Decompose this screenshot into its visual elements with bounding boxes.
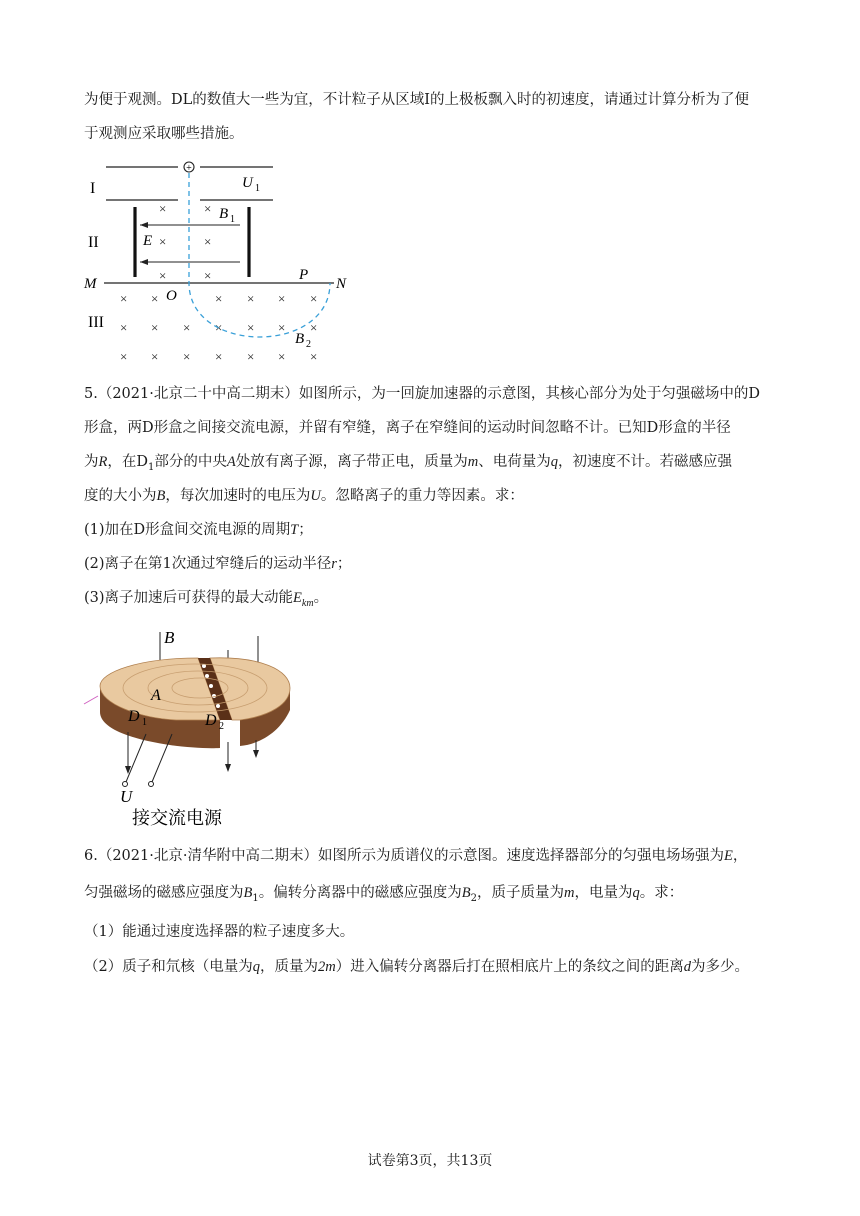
svg-text:×: × — [183, 349, 191, 364]
svg-text:×: × — [159, 201, 167, 216]
svg-text:×: × — [278, 291, 286, 306]
voltage-u-label: U — [120, 787, 133, 806]
svg-text:×: × — [120, 349, 128, 364]
svg-text:×: × — [310, 291, 318, 306]
region-1-label: I — [90, 180, 96, 197]
d1-label: D — [128, 708, 140, 725]
svg-text:×: × — [215, 291, 223, 306]
point-n-label: N — [336, 276, 347, 292]
q5-line-2: 形盒，两D形盒之间接交流电源，并留有窄缝，离子在窄缝间的运动时间忽略不计。已知D形盒的半径 — [84, 420, 731, 436]
svg-text:×: × — [183, 320, 191, 335]
svg-text:×: × — [215, 320, 223, 335]
q5-subquestion-2: (2)离子在第1次通过窄缝后的运动半径r； — [84, 556, 352, 572]
svg-text:×: × — [159, 234, 167, 249]
svg-text:×: × — [151, 320, 159, 335]
q5-subquestion-3: (3)离子加速后可获得的最大动能$E_{km}$。 — [84, 590, 329, 609]
particle-trajectory — [189, 173, 330, 337]
q6-line-2: 匀强磁场的磁感应强度为$B_1$。偏转分离器中的磁感应强度为$B_2$，质子质量为m，电量为q。求： — [84, 885, 684, 904]
cyclotron-figure — [80, 622, 310, 832]
b1-subscript: 1 — [230, 214, 235, 225]
d2-label: D — [205, 712, 217, 729]
q5-line-4: 度的大小为B，每次加速时的电压为U。忽略离子的重力等因素。求： — [84, 488, 524, 504]
svg-text:×: × — [120, 291, 128, 306]
d1-subscript: 1 — [142, 717, 147, 728]
svg-text:×: × — [310, 349, 318, 364]
svg-text:×: × — [159, 268, 167, 283]
region-3-label: III — [88, 314, 104, 331]
svg-text:×: × — [204, 234, 212, 249]
d2-subscript: 2 — [219, 721, 224, 732]
svg-text:×: × — [151, 349, 159, 364]
b1-label: B — [219, 206, 229, 222]
q6-subquestion-2: （2）质子和氘核（电量为q，质量为2m）进入偏转分离器后打在照相底片上的条纹之间的距离d为多少。 — [84, 959, 749, 975]
svg-text:×: × — [151, 291, 159, 306]
point-p-label: P — [299, 267, 309, 283]
positive-charge-symbol: + — [186, 163, 192, 174]
point-m-label: M — [84, 276, 97, 292]
u1-label: U — [242, 175, 253, 191]
q6-subquestion-1: （1）能通过速度选择器的粒子速度多大。 — [84, 924, 355, 940]
svg-text:×: × — [247, 349, 255, 364]
svg-text:×: × — [310, 320, 318, 335]
b2-label: B — [295, 331, 305, 347]
intro-line-2: 于观测应采取哪些措施。 — [84, 126, 244, 142]
svg-text:×: × — [278, 349, 286, 364]
svg-text:×: × — [247, 320, 255, 335]
q5-line-1: 5.（2021·北京二十中高二期末）如图所示，为一回旋加速器的示意图，其核心部分为处于匀强磁场中的D — [84, 386, 760, 402]
region-2-field-crosses — [159, 201, 211, 283]
spectrometer-figure — [80, 155, 360, 370]
svg-text:×: × — [215, 349, 223, 364]
svg-text:×: × — [204, 268, 212, 283]
q6-line-1: 6.（2021·北京·清华附中高二期末）如图所示为质谱仪的示意图。速度选择器部分的匀强电场场强为E， — [84, 848, 748, 864]
q5-line-3: 为R，在$D_1$部分的中央A处放有离子源，离子带正电，质量为m、电荷量为q，初速度不计。若磁感应强 — [84, 454, 732, 473]
region-2-label: II — [88, 234, 99, 251]
svg-text:×: × — [120, 320, 128, 335]
e-field-label: E — [143, 233, 153, 249]
b2-subscript: 2 — [306, 339, 311, 350]
intro-line-1: 为便于观测。DL的数值大一些为宜，不计粒子从区域I的上极板飘入时的初速度，请通过计算分析为了便 — [84, 92, 749, 108]
svg-text:×: × — [278, 320, 286, 335]
page-footer: 试卷第3页，共13页 — [367, 1153, 493, 1169]
ion-source-a-label: A — [151, 687, 161, 704]
u1-subscript: 1 — [255, 183, 260, 194]
point-o-label: O — [166, 288, 177, 304]
svg-text:×: × — [204, 201, 212, 216]
b-field-label: B — [164, 628, 175, 647]
ac-source-caption: 接交流电源 — [132, 808, 222, 828]
svg-text:×: × — [247, 291, 255, 306]
q5-subquestion-1: (1)加在D形盒间交流电源的周期T； — [84, 522, 313, 538]
